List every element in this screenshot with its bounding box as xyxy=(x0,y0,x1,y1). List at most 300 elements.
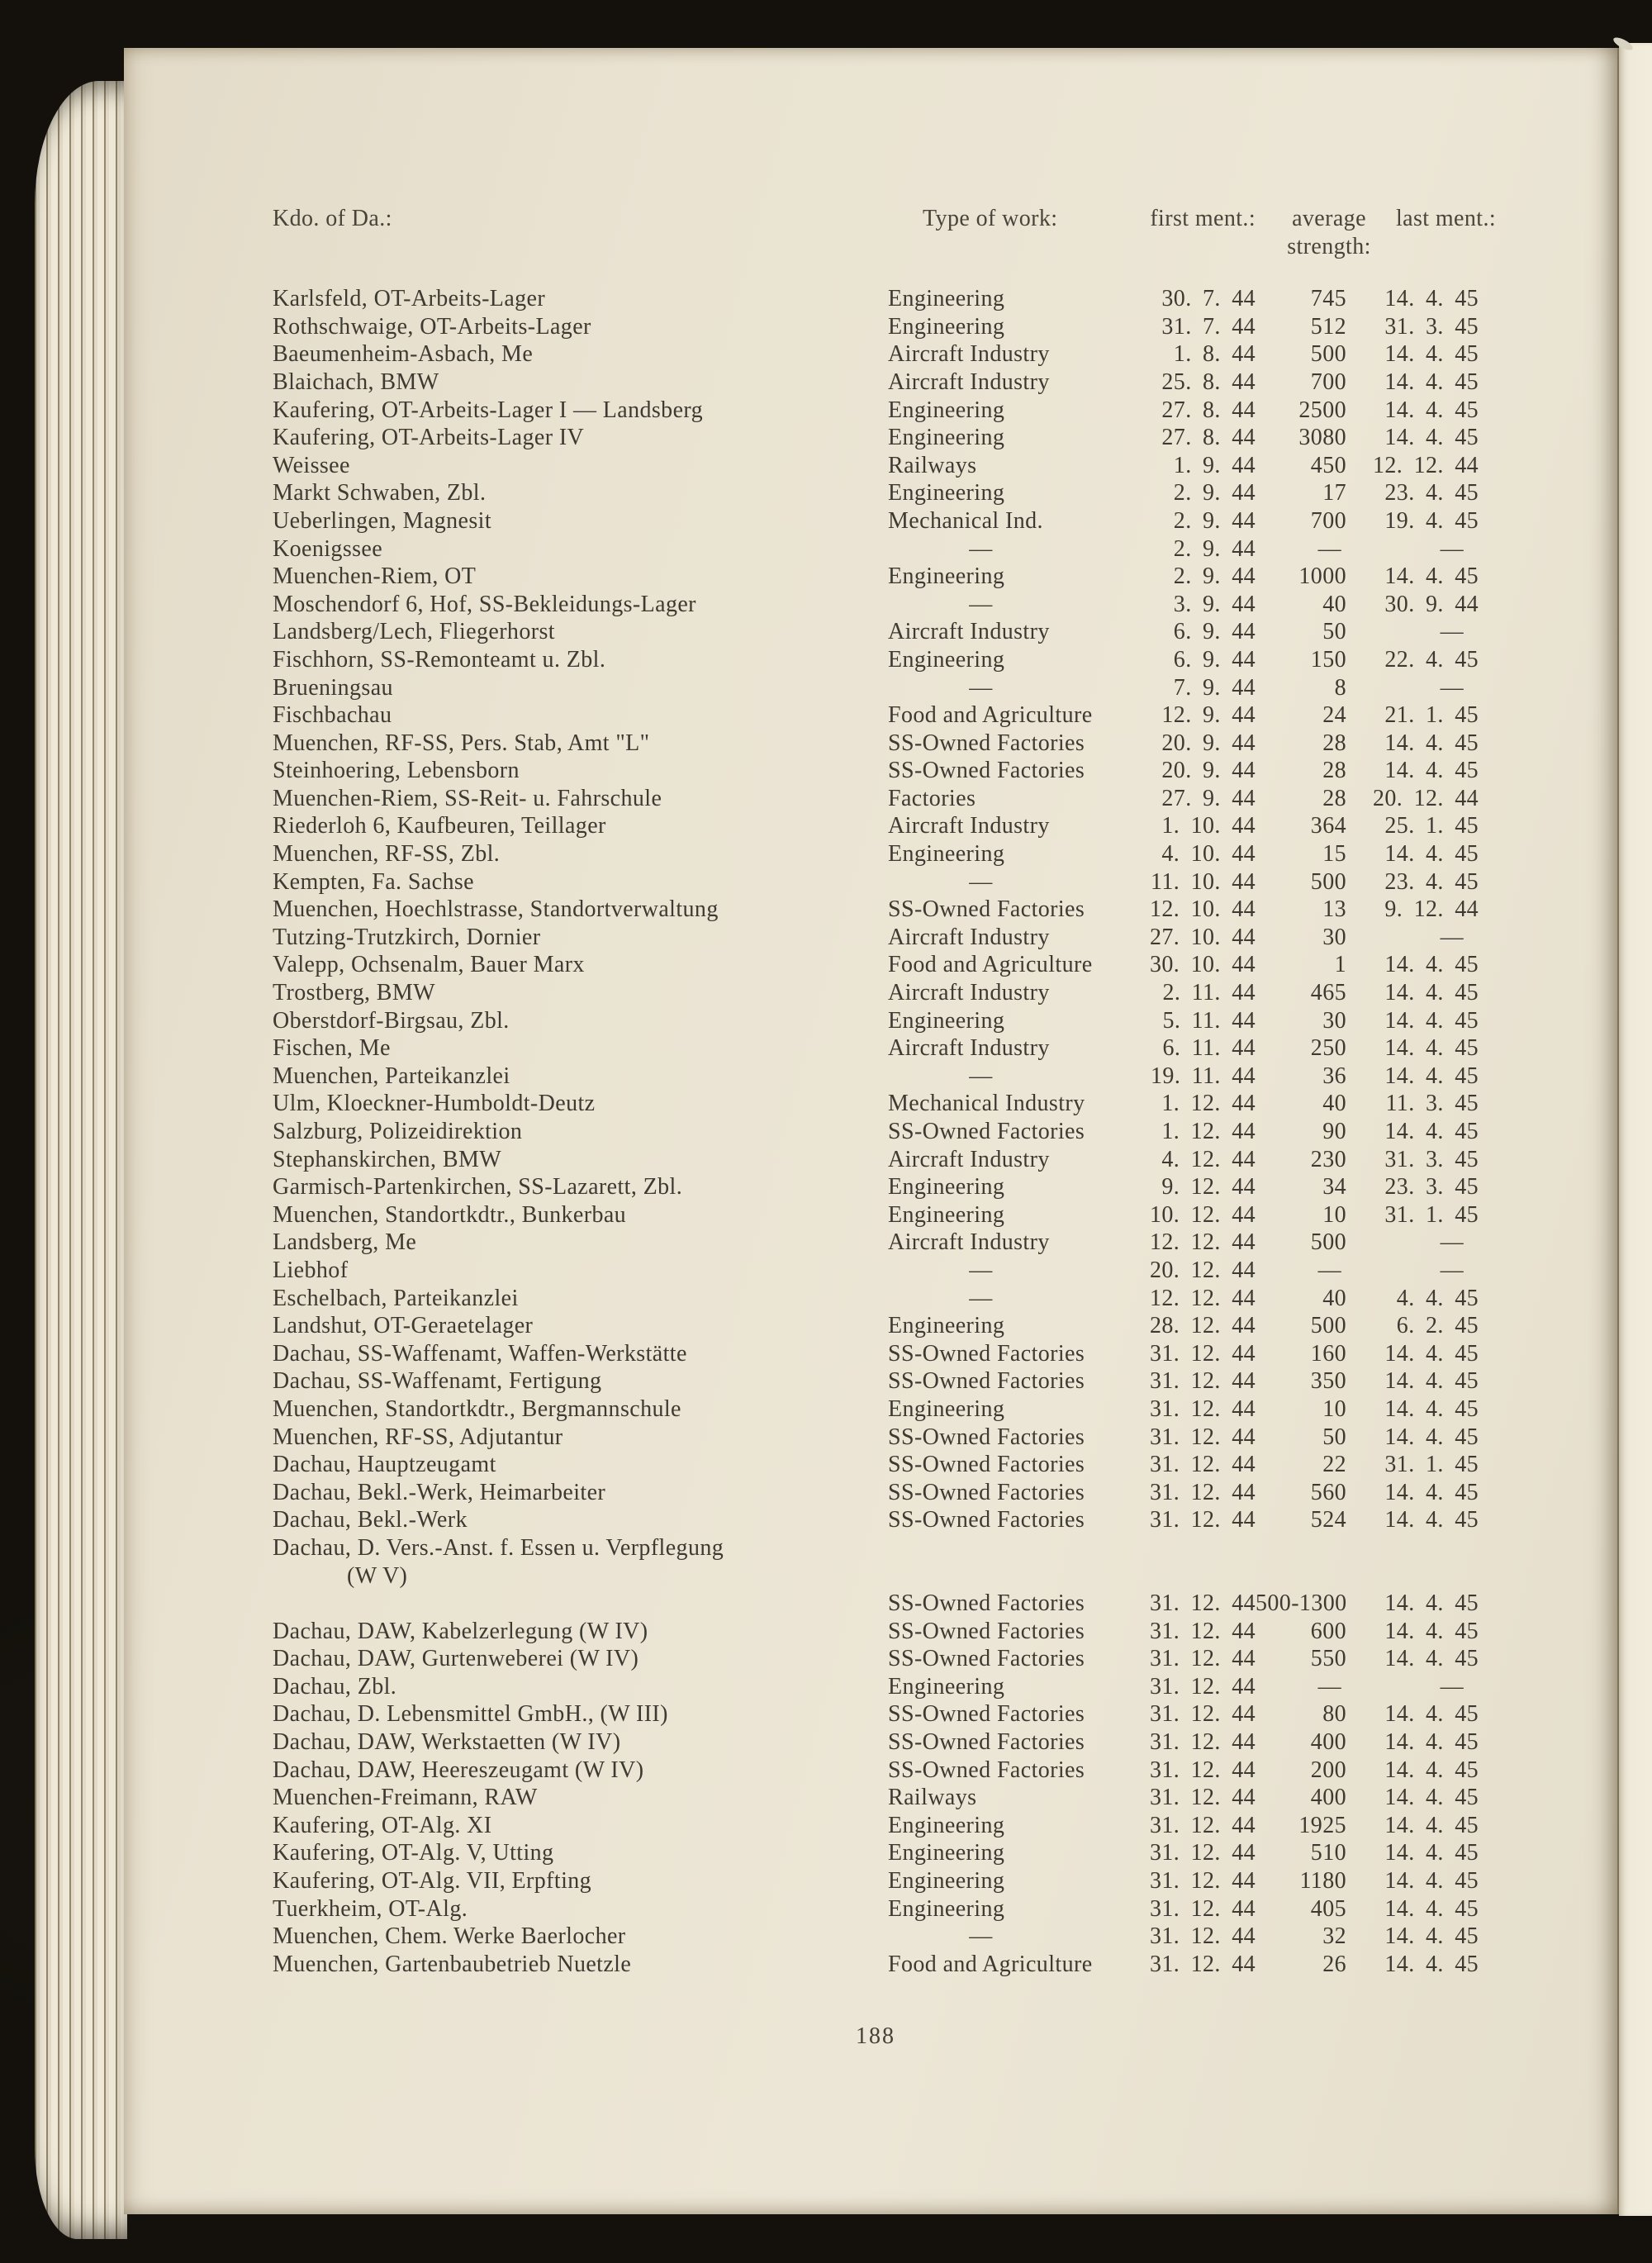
row-name: Kempten, Fa. Sachse xyxy=(273,868,474,895)
row-type: SS-Owned Factories xyxy=(888,1507,1085,1533)
row-last-ment: 14. 4. 45 xyxy=(1384,1368,1479,1395)
row-average-strength: 550 xyxy=(1310,1646,1346,1672)
table-row xyxy=(273,785,1479,813)
row-last-ment: 14. 4. 45 xyxy=(1384,1812,1479,1838)
row-average-strength: 1000 xyxy=(1298,563,1346,590)
row-last-ment: 14. 4. 45 xyxy=(1384,1507,1479,1533)
row-type: SS-Owned Factories xyxy=(888,1368,1085,1395)
row-type: Food and Agriculture xyxy=(888,952,1093,978)
row-average-strength: 500 xyxy=(1310,868,1346,895)
row-first-ment: 11. 10. 44 xyxy=(1151,868,1256,895)
row-type: Engineering xyxy=(888,1868,1005,1895)
row-first-ment: 4. 10. 44 xyxy=(1161,841,1256,868)
row-last-ment: — xyxy=(1440,619,1464,645)
row-first-ment: 2. 9. 44 xyxy=(1173,480,1256,506)
row-last-ment: 20. 12. 44 xyxy=(1373,785,1479,811)
row-last-ment: 14. 4. 45 xyxy=(1384,841,1479,868)
row-type: Engineering xyxy=(888,1313,1005,1339)
row-name: Fischhorn, SS-Remonteamt u. Zbl. xyxy=(273,646,606,673)
row-first-ment: 6. 9. 44 xyxy=(1173,619,1256,645)
row-average-strength: — xyxy=(1317,1673,1341,1700)
table-row xyxy=(273,1534,1479,1618)
table-row xyxy=(273,618,1479,646)
row-average-strength: 15 xyxy=(1322,841,1346,868)
row-average-strength: 250 xyxy=(1310,1035,1346,1062)
row-average-strength: 700 xyxy=(1310,368,1346,395)
row-last-ment: 14. 4. 45 xyxy=(1384,1757,1479,1783)
row-last-ment: 14. 4. 45 xyxy=(1384,1701,1479,1728)
row-name: Salzburg, Polizeidirektion xyxy=(273,1119,523,1144)
row-name: Moschendorf 6, Hof, SS-Bekleidungs-Lager xyxy=(273,591,696,617)
table-row xyxy=(273,1895,1479,1923)
row-average-strength: 230 xyxy=(1310,1146,1346,1172)
row-average-strength: 1925 xyxy=(1298,1812,1346,1838)
table-row xyxy=(273,674,1479,702)
row-name: Muenchen, Gartenbaubetrieb Nuetzle xyxy=(273,1951,632,1977)
row-type: SS-Owned Factories xyxy=(888,1757,1085,1783)
row-last-ment: — xyxy=(1440,674,1464,701)
row-average-strength: 200 xyxy=(1310,1757,1346,1783)
table-row xyxy=(273,1645,1479,1673)
row-type: SS-Owned Factories xyxy=(888,1452,1085,1478)
row-average-strength: 36 xyxy=(1322,1063,1346,1089)
row-type: Aircraft Industry xyxy=(888,1229,1050,1256)
table-row xyxy=(273,1312,1479,1340)
row-average-strength: 745 xyxy=(1310,286,1346,312)
table-row xyxy=(273,368,1479,397)
row-name: Muenchen, RF-SS, Zbl. xyxy=(273,841,501,868)
row-first-ment: 25. 8. 44 xyxy=(1161,368,1256,395)
row-average-strength: 405 xyxy=(1310,1895,1346,1922)
row-name: Muenchen-Freimann, RAW xyxy=(273,1785,538,1811)
row-first-ment: 31. 12. 44 xyxy=(1150,1673,1256,1700)
row-first-ment: 30. 7. 44 xyxy=(1161,286,1256,312)
row-average-strength: 32 xyxy=(1322,1923,1346,1950)
row-first-ment: 31. 12. 44 xyxy=(1150,1729,1256,1756)
row-type: Aircraft Industry xyxy=(888,368,1050,395)
row-average-strength: 28 xyxy=(1322,758,1346,784)
row-type: Aircraft Industry xyxy=(888,813,1050,839)
table-row xyxy=(273,452,1479,480)
row-last-ment: 14. 4. 45 xyxy=(1384,730,1479,756)
row-average-strength: 34 xyxy=(1322,1174,1346,1200)
row-first-ment: 5. 11. 44 xyxy=(1162,1007,1256,1034)
row-average-strength: 500 xyxy=(1310,1229,1346,1256)
table-row xyxy=(273,397,1479,425)
row-first-ment: 19. 11. 44 xyxy=(1151,1063,1256,1089)
row-type: Railways xyxy=(888,452,977,478)
row-last-ment: 9. 12. 44 xyxy=(1384,896,1479,923)
table-row xyxy=(273,1812,1479,1840)
row-first-ment: 27. 8. 44 xyxy=(1161,425,1256,451)
row-average-strength: 3080 xyxy=(1298,425,1346,451)
table-row xyxy=(273,1618,1479,1646)
row-name: Garmisch-Partenkirchen, SS-Lazarett, Zbl. xyxy=(273,1174,683,1200)
row-name: Steinhoering, Lebensborn xyxy=(273,758,520,784)
table-row xyxy=(273,1146,1479,1174)
row-name: Muenchen, Standortkdtr., Bergmannschule xyxy=(273,1395,681,1422)
header-last-ment: last ment.: xyxy=(1396,206,1497,231)
table-row xyxy=(273,1451,1479,1479)
row-average-strength: 10 xyxy=(1322,1201,1346,1228)
row-type: — xyxy=(969,591,993,617)
table-row xyxy=(273,1034,1479,1063)
row-last-ment: 6. 2. 45 xyxy=(1396,1313,1479,1339)
header-first-ment: first ment.: xyxy=(1150,206,1256,231)
row-last-ment: 14. 4. 45 xyxy=(1384,1424,1479,1450)
table-row xyxy=(273,563,1479,591)
page-content xyxy=(273,205,1497,2051)
row-first-ment: 31. 7. 44 xyxy=(1161,313,1256,340)
row-last-ment: 14. 4. 45 xyxy=(1384,1063,1479,1089)
row-first-ment: 31. 12. 44 xyxy=(1150,1840,1256,1866)
row-name: Dachau, DAW, Werkstaetten (W IV) xyxy=(273,1729,621,1756)
row-name: Dachau, DAW, Gurtenweberei (W IV) xyxy=(273,1646,639,1672)
row-last-ment: 14. 4. 45 xyxy=(1384,1340,1479,1367)
row-last-ment: 14. 4. 45 xyxy=(1384,1951,1479,1977)
row-type: Engineering xyxy=(888,480,1005,506)
row-first-ment: 31. 12. 44 xyxy=(1150,1757,1256,1783)
row-last-ment: — xyxy=(1440,1229,1464,1256)
row-type: Aircraft Industry xyxy=(888,341,1050,368)
facing-page-sliver xyxy=(1619,43,1652,2216)
table-row xyxy=(273,1118,1479,1146)
table-row xyxy=(273,951,1479,979)
table-row xyxy=(273,285,1479,313)
row-average-strength: 17 xyxy=(1322,480,1346,506)
row-last-ment: 23. 4. 45 xyxy=(1384,480,1479,506)
table-row xyxy=(273,896,1479,924)
row-name: Ueberlingen, Magnesit xyxy=(273,507,491,534)
row-type: Engineering xyxy=(888,286,1005,312)
row-average-strength: 50 xyxy=(1322,1424,1346,1450)
row-first-ment: 20. 9. 44 xyxy=(1161,730,1256,756)
row-first-ment: 10. 12. 44 xyxy=(1150,1201,1256,1228)
row-type: SS-Owned Factories xyxy=(888,1701,1085,1728)
row-first-ment: 1. 10. 44 xyxy=(1161,813,1256,839)
table-row xyxy=(273,313,1479,341)
row-first-ment: 27. 9. 44 xyxy=(1161,785,1256,811)
row-first-ment: 3. 9. 44 xyxy=(1173,591,1256,617)
row-first-ment: 31. 12. 44 xyxy=(1150,1785,1256,1811)
table-row xyxy=(273,1728,1479,1757)
row-name: Valepp, Ochsenalm, Bauer Marx xyxy=(273,952,585,978)
row-type: — xyxy=(969,674,993,701)
row-type: Food and Agriculture xyxy=(888,1951,1093,1977)
header-type-of-work: Type of work: xyxy=(923,206,1058,231)
row-last-ment: 12. 12. 44 xyxy=(1373,452,1479,478)
table-rows xyxy=(273,285,1479,1978)
row-last-ment: 14. 4. 45 xyxy=(1384,425,1479,451)
row-name: Kaufering, OT-Arbeits-Lager I — Landsberg xyxy=(273,397,704,423)
table-header xyxy=(273,205,1497,260)
row-first-ment: 12. 12. 44 xyxy=(1150,1285,1256,1311)
row-first-ment: 12. 9. 44 xyxy=(1161,702,1256,729)
row-first-ment: 20. 9. 44 xyxy=(1161,758,1256,784)
row-last-ment: 14. 4. 45 xyxy=(1384,1646,1479,1672)
row-type: SS-Owned Factories xyxy=(888,896,1085,923)
row-name: Brueningsau xyxy=(273,674,393,701)
row-average-strength: — xyxy=(1317,1257,1341,1283)
row-first-ment: 12. 10. 44 xyxy=(1150,896,1256,923)
row-average-strength: 350 xyxy=(1310,1368,1346,1395)
row-last-ment: — xyxy=(1440,1673,1464,1700)
row-last-ment: 14. 4. 45 xyxy=(1384,286,1479,312)
row-type: SS-Owned Factories xyxy=(888,758,1085,784)
row-average-strength: 524 xyxy=(1310,1507,1346,1533)
table-row xyxy=(273,1340,1479,1368)
row-average-strength: 10 xyxy=(1322,1395,1346,1422)
row-last-ment: 22. 4. 45 xyxy=(1384,646,1479,673)
row-last-ment: 14. 4. 45 xyxy=(1384,758,1479,784)
row-name: Oberstdorf-Birgsau, Zbl. xyxy=(273,1007,510,1034)
row-first-ment: 31. 12. 44 xyxy=(1150,1646,1256,1672)
table-row xyxy=(273,701,1479,730)
row-type: Aircraft Industry xyxy=(888,1035,1050,1062)
row-average-strength: 8 xyxy=(1334,674,1346,701)
row-name: Muenchen, Standortkdtr., Bunkerbau xyxy=(273,1201,627,1228)
row-average-strength: 465 xyxy=(1310,980,1346,1006)
row-name: Dachau, D. Vers.-Anst. f. Essen u. Verpflegung (W V) xyxy=(273,1534,724,1589)
row-type: Engineering xyxy=(888,425,1005,451)
row-name: Dachau, Bekl.-Werk, Heimarbeiter xyxy=(273,1479,606,1505)
row-name: Tuerkheim, OT-Alg. xyxy=(273,1895,468,1922)
row-last-ment: — xyxy=(1440,924,1464,950)
row-average-strength: 560 xyxy=(1310,1479,1346,1505)
row-name: Markt Schwaben, Zbl. xyxy=(273,480,487,506)
row-type: Aircraft Industry xyxy=(888,924,1050,950)
row-average-strength: 510 xyxy=(1310,1840,1346,1866)
row-first-ment: 31. 12. 44 xyxy=(1150,1479,1256,1505)
row-average-strength: 28 xyxy=(1322,730,1346,756)
table-row xyxy=(273,340,1479,368)
row-name: Dachau, DAW, Kabelzerlegung (W IV) xyxy=(273,1618,648,1644)
table-row xyxy=(273,424,1479,452)
header-average-strength-line1: average xyxy=(1292,206,1366,231)
row-name: Liebhof xyxy=(273,1257,349,1283)
row-last-ment: 14. 4. 45 xyxy=(1384,1895,1479,1922)
row-name: Dachau, Zbl. xyxy=(273,1673,397,1700)
row-type: SS-Owned Factories xyxy=(888,1424,1085,1450)
row-last-ment: 14. 4. 45 xyxy=(1384,563,1479,590)
table-row xyxy=(273,1479,1479,1507)
row-name: Muenchen, Parteikanzlei xyxy=(273,1063,510,1089)
row-average-strength: 150 xyxy=(1310,646,1346,673)
row-last-ment: 14. 4. 45 xyxy=(1384,952,1479,978)
row-average-strength: 2500 xyxy=(1298,397,1346,423)
row-first-ment: 31. 12. 44 xyxy=(1150,1895,1256,1922)
row-average-strength: 600 xyxy=(1310,1618,1346,1644)
row-first-ment: 27. 8. 44 xyxy=(1161,397,1256,423)
row-average-strength: 400 xyxy=(1310,1729,1346,1756)
table-row xyxy=(273,1257,1479,1285)
table-row xyxy=(273,1506,1479,1534)
row-average-strength: 40 xyxy=(1322,1091,1346,1117)
row-first-ment: 1. 12. 44 xyxy=(1161,1091,1256,1117)
book-page xyxy=(124,48,1619,2214)
row-name: Muenchen-Riem, SS-Reit- u. Fahrschule xyxy=(273,785,662,811)
book-page-edges xyxy=(35,81,127,2239)
row-last-ment: 30. 9. 44 xyxy=(1384,591,1479,617)
row-first-ment: 12. 12. 44 xyxy=(1150,1229,1256,1256)
row-first-ment: 31. 12. 44 xyxy=(1150,1395,1256,1422)
row-average-strength: 160 xyxy=(1310,1340,1346,1367)
row-average-strength: 50 xyxy=(1322,619,1346,645)
row-average-strength: 80 xyxy=(1322,1701,1346,1728)
row-average-strength: 30 xyxy=(1322,924,1346,950)
table-row xyxy=(273,646,1479,674)
row-type: Engineering xyxy=(888,1895,1005,1922)
row-type: SS-Owned Factories xyxy=(888,1479,1085,1505)
row-last-ment: 4. 4. 45 xyxy=(1396,1285,1479,1311)
row-name: Landsberg, Me xyxy=(273,1229,417,1256)
row-name: Landshut, OT-Geraetelager xyxy=(273,1313,534,1339)
row-type: Aircraft Industry xyxy=(888,1146,1050,1172)
row-type: Mechanical Ind. xyxy=(888,507,1043,534)
row-first-ment: 6. 11. 44 xyxy=(1162,1035,1256,1062)
row-average-strength: 1 xyxy=(1334,952,1346,978)
row-first-ment: 31. 12. 44 xyxy=(1150,1368,1256,1395)
row-name: Muenchen, RF-SS, Adjutantur xyxy=(273,1424,563,1450)
row-first-ment: 31. 12. 44 xyxy=(1150,1340,1256,1367)
row-last-ment: 14. 4. 45 xyxy=(1384,1785,1479,1811)
row-name: Trostberg, BMW xyxy=(273,980,435,1006)
row-average-strength: — xyxy=(1317,535,1341,562)
row-first-ment: 2. 11. 44 xyxy=(1162,980,1256,1006)
row-type: Mechanical Industry xyxy=(888,1091,1085,1117)
row-type: — xyxy=(969,1257,993,1283)
row-last-ment: 23. 4. 45 xyxy=(1384,868,1479,895)
table-row xyxy=(273,1229,1479,1257)
row-type: SS-Owned Factories xyxy=(888,1646,1085,1672)
row-last-ment: 14. 4. 45 xyxy=(1384,397,1479,423)
row-last-ment: 14. 4. 45 xyxy=(1384,1868,1479,1895)
row-first-ment: 28. 12. 44 xyxy=(1150,1313,1256,1339)
row-type: Engineering xyxy=(888,1007,1005,1034)
row-name: Dachau, D. Lebensmittel GmbH., (W III) xyxy=(273,1701,668,1728)
row-last-ment: 14. 4. 45 xyxy=(1384,980,1479,1006)
row-first-ment: 31. 12. 44 xyxy=(1150,1618,1256,1644)
row-type: — xyxy=(969,1923,993,1950)
row-type: — xyxy=(969,535,993,562)
row-type: Engineering xyxy=(888,1812,1005,1838)
row-average-strength: 450 xyxy=(1310,452,1346,478)
row-type: — xyxy=(969,868,993,895)
table-row xyxy=(273,591,1479,619)
row-type: Food and Agriculture xyxy=(888,702,1093,729)
row-last-ment: 31. 1. 45 xyxy=(1384,1452,1479,1478)
row-last-ment: 14. 4. 45 xyxy=(1384,1395,1479,1422)
row-name: Eschelbach, Parteikanzlei xyxy=(273,1285,519,1311)
row-average-strength: 26 xyxy=(1322,1951,1346,1977)
row-first-ment: 31. 12. 44 xyxy=(1150,1452,1256,1478)
row-type: SS-Owned Factories xyxy=(888,1590,1085,1617)
row-last-ment: 14. 4. 45 xyxy=(1384,1729,1479,1756)
table-row xyxy=(273,1367,1479,1395)
row-type: Engineering xyxy=(888,1840,1005,1866)
row-name: Muenchen, Chem. Werke Baerlocher xyxy=(273,1923,626,1950)
row-last-ment: 31. 1. 45 xyxy=(1384,1201,1479,1228)
row-last-ment: 14. 4. 45 xyxy=(1384,1119,1479,1144)
table-row xyxy=(273,1424,1479,1452)
row-first-ment: 9. 12. 44 xyxy=(1161,1174,1256,1200)
row-first-ment: 1. 12. 44 xyxy=(1161,1119,1256,1144)
row-type: Factories xyxy=(888,785,976,811)
row-type: Engineering xyxy=(888,397,1005,423)
row-first-ment: 20. 12. 44 xyxy=(1150,1257,1256,1283)
row-first-ment: 31. 12. 44 xyxy=(1150,1701,1256,1728)
row-first-ment: 1. 8. 44 xyxy=(1173,341,1256,368)
table-row xyxy=(273,868,1479,896)
row-last-ment: 31. 3. 45 xyxy=(1384,1146,1479,1172)
row-last-ment: 19. 4. 45 xyxy=(1384,507,1479,534)
table-row xyxy=(273,979,1479,1007)
row-last-ment: 14. 4. 45 xyxy=(1384,1618,1479,1644)
row-type: Engineering xyxy=(888,1201,1005,1228)
row-name: Landsberg/Lech, Fliegerhorst xyxy=(273,619,555,645)
row-last-ment: 14. 4. 45 xyxy=(1384,1590,1479,1617)
table-row xyxy=(273,1673,1479,1701)
row-name: Kaufering, OT-Alg. VII, Erpfting xyxy=(273,1868,592,1895)
row-average-strength: 364 xyxy=(1310,813,1346,839)
row-last-ment: 25. 1. 45 xyxy=(1384,813,1479,839)
row-first-ment: 6. 9. 44 xyxy=(1173,646,1256,673)
row-first-ment: 2. 9. 44 xyxy=(1173,507,1256,534)
row-first-ment: 31. 12. 44 xyxy=(1150,1424,1256,1450)
table-row xyxy=(273,1923,1479,1951)
table-row xyxy=(273,1090,1479,1118)
row-first-ment: 31. 12. 44 xyxy=(1150,1868,1256,1895)
row-type: Railways xyxy=(888,1785,977,1811)
table-row xyxy=(273,812,1479,840)
table-row xyxy=(273,730,1479,758)
row-name: Kaufering, OT-Alg. V, Utting xyxy=(273,1840,554,1866)
row-average-strength: 512 xyxy=(1310,313,1346,340)
row-type: Aircraft Industry xyxy=(888,980,1050,1006)
row-type: Engineering xyxy=(888,563,1005,590)
row-name: Dachau, SS-Waffenamt, Waffen-Werkstätte xyxy=(273,1340,687,1367)
row-average-strength: 13 xyxy=(1322,896,1346,923)
row-type: Engineering xyxy=(888,646,1005,673)
table-row xyxy=(273,1700,1479,1728)
row-average-strength: 90 xyxy=(1322,1119,1346,1144)
row-average-strength: 24 xyxy=(1322,702,1346,729)
row-last-ment: 14. 4. 45 xyxy=(1384,1479,1479,1505)
row-first-ment: 2. 9. 44 xyxy=(1173,535,1256,562)
row-type: Engineering xyxy=(888,841,1005,868)
row-first-ment: 7. 9. 44 xyxy=(1173,674,1256,701)
row-name: Dachau, Bekl.-Werk xyxy=(273,1507,468,1533)
row-name: Fischbachau xyxy=(273,702,392,729)
table-row xyxy=(273,1839,1479,1867)
row-name: Muenchen-Riem, OT xyxy=(273,563,477,590)
page-number: 188 xyxy=(856,2023,895,2050)
row-last-ment: 11. 3. 45 xyxy=(1385,1091,1479,1117)
row-last-ment: 21. 1. 45 xyxy=(1384,702,1479,729)
row-average-strength: 700 xyxy=(1310,507,1346,534)
table-row xyxy=(273,924,1479,952)
row-average-strength: 40 xyxy=(1322,1285,1346,1311)
row-type: Engineering xyxy=(888,1395,1005,1422)
row-first-ment: 31. 12. 44 xyxy=(1150,1507,1256,1533)
row-last-ment: 31. 3. 45 xyxy=(1384,313,1479,340)
row-average-strength: 30 xyxy=(1322,1007,1346,1034)
table-row xyxy=(273,1867,1479,1895)
row-name: Riederloh 6, Kaufbeuren, Teillager xyxy=(273,813,606,839)
row-name: Muenchen, RF-SS, Pers. Stab, Amt "L" xyxy=(273,730,650,756)
row-name: Stephanskirchen, BMW xyxy=(273,1146,502,1172)
row-last-ment: 23. 3. 45 xyxy=(1384,1174,1479,1200)
